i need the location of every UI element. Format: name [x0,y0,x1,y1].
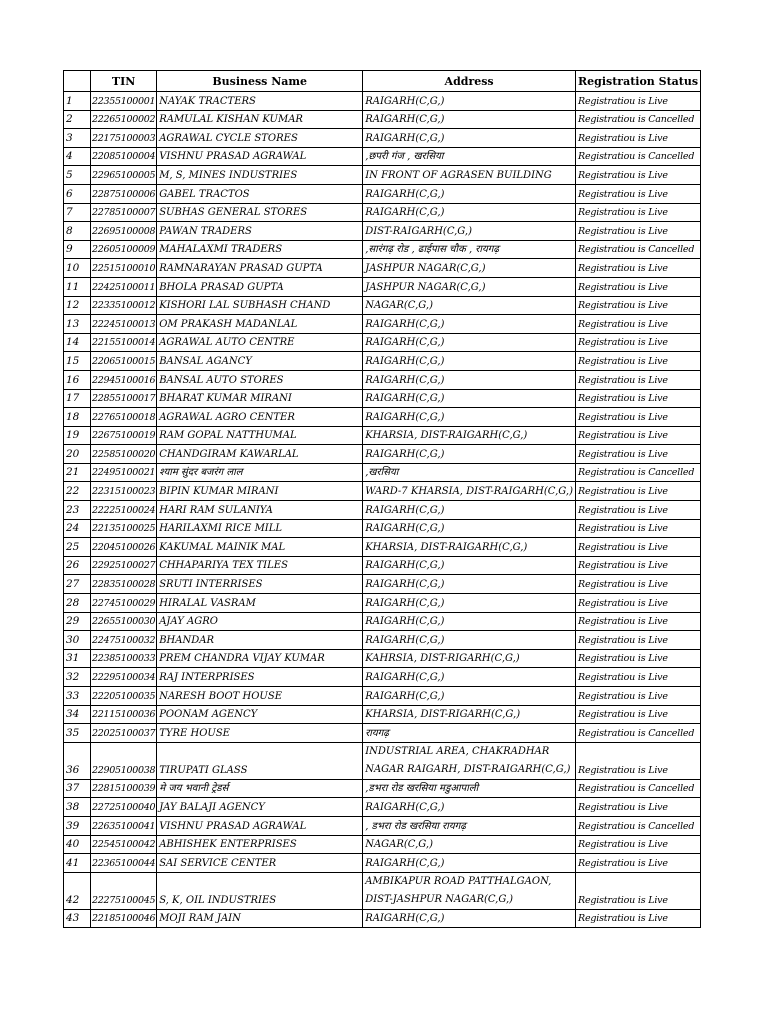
address-cell: RAIGARH(C,G,) [363,352,576,371]
registration-status-cell: Registratiou is Cancelled [576,110,701,129]
tin-cell: 22905100038 [91,742,157,779]
registration-status-cell: Registratiou is Live [576,742,701,779]
serial-number-cell: 21 [64,463,91,482]
tin-cell: 22205100035 [91,687,157,706]
serial-number-cell: 32 [64,668,91,687]
table-row [64,315,701,334]
tin-cell: 22085100004 [91,147,157,166]
table-row [64,129,701,148]
business-name-cell: BHOLA PRASAD GUPTA [157,277,363,296]
header-tin: TIN [91,71,157,92]
table-row [64,687,701,706]
address-cell: रायगढ़ [363,724,576,743]
tin-cell: 22135100025 [91,519,157,538]
address-cell: KHARSIA, DIST-RAIGARH(C,G,) [363,426,576,445]
table-row [64,909,701,928]
business-name-cell: MOJI RAM JAIN [157,909,363,928]
registration-status-cell: Registratiou is Live [576,445,701,464]
serial-number-cell: 11 [64,277,91,296]
table-row [64,575,701,594]
table-row [64,408,701,427]
header-business-name: Business Name [157,71,363,92]
table-row [64,872,701,909]
registration-status-cell: Registratiou is Live [576,333,701,352]
registration-status-cell: Registratiou is Live [576,296,701,315]
table-body [64,92,701,928]
table-row [64,370,701,389]
tin-cell: 22025100037 [91,724,157,743]
registration-status-cell: Registratiou is Cancelled [576,816,701,835]
table-row [64,110,701,129]
header-serial-number [64,71,91,92]
registration-status-cell: Registratiou is Live [576,184,701,203]
serial-number-cell: 30 [64,631,91,650]
serial-number-cell: 8 [64,222,91,241]
address-cell: JASHPUR NAGAR(C,G,) [363,277,576,296]
business-name-cell: NARESH BOOT HOUSE [157,687,363,706]
registration-status-cell: Registratiou is Live [576,687,701,706]
address-cell: RAIGARH(C,G,) [363,389,576,408]
serial-number-cell: 7 [64,203,91,222]
tin-cell: 22585100020 [91,445,157,464]
serial-number-cell: 4 [64,147,91,166]
serial-number-cell: 38 [64,798,91,817]
business-name-cell: BIPIN KUMAR MIRANI [157,482,363,501]
tin-cell: 22495100021 [91,463,157,482]
registration-status-cell: Registratiou is Live [576,129,701,148]
tin-cell: 22065100015 [91,352,157,371]
registration-status-cell: Registratiou is Live [576,315,701,334]
registration-status-cell: Registratiou is Live [576,352,701,371]
table-row [64,259,701,278]
business-name-cell: PREM CHANDRA VIJAY KUMAR [157,649,363,668]
registration-status-cell: Registratiou is Live [576,519,701,538]
table-row [64,779,701,798]
tin-cell: 22855100017 [91,389,157,408]
tin-cell: 22265100002 [91,110,157,129]
table-row [64,538,701,557]
table-row [64,389,701,408]
business-name-cell: OM PRAKASH MADANLAL [157,315,363,334]
table-row [64,277,701,296]
tin-cell: 22275100045 [91,872,157,909]
registration-status-cell: Registratiou is Live [576,594,701,613]
serial-number-cell: 1 [64,92,91,111]
address-cell: DIST-RAIGARH(C,G,) [363,222,576,241]
address-cell: INDUSTRIAL AREA, CHAKRADHAR NAGAR RAIGARH, DIST-RAIGARH(C,G,) [363,742,576,779]
registration-status-cell: Registratiou is Live [576,854,701,873]
registration-status-cell: Registratiou is Live [576,631,701,650]
table-row [64,742,701,779]
serial-number-cell: 9 [64,240,91,259]
table-row [64,445,701,464]
tin-cell: 22765100018 [91,408,157,427]
table-row [64,631,701,650]
registration-status-cell: Registratiou is Live [576,575,701,594]
table-row [64,594,701,613]
serial-number-cell: 2 [64,110,91,129]
address-cell: RAIGARH(C,G,) [363,612,576,631]
table-row [64,724,701,743]
registration-status-cell: Registratiou is Live [576,835,701,854]
serial-number-cell: 18 [64,408,91,427]
address-cell: IN FRONT OF AGRASEN BUILDING [363,166,576,185]
table-row [64,798,701,817]
business-name-cell: S, K, OIL INDUSTRIES [157,872,363,909]
business-name-cell: PAWAN TRADERS [157,222,363,241]
tin-cell: 22945100016 [91,370,157,389]
business-name-cell: VISHNU PRASAD AGRAWAL [157,147,363,166]
serial-number-cell: 17 [64,389,91,408]
business-name-cell: CHANDGIRAM KAWARLAL [157,445,363,464]
serial-number-cell: 34 [64,705,91,724]
business-name-cell: AGRAWAL AUTO CENTRE [157,333,363,352]
table-row [64,482,701,501]
header-registration-status: Registration Status [576,71,701,92]
tin-cell: 22225100024 [91,501,157,520]
address-cell: RAIGARH(C,G,) [363,203,576,222]
serial-number-cell: 13 [64,315,91,334]
business-name-cell: NAYAK TRACTERS [157,92,363,111]
serial-number-cell: 33 [64,687,91,706]
business-name-cell: M, S, MINES INDUSTRIES [157,166,363,185]
business-name-cell: BHANDAR [157,631,363,650]
registration-status-cell: Registratiou is Live [576,501,701,520]
business-name-cell: GABEL TRACTOS [157,184,363,203]
table-row [64,612,701,631]
serial-number-cell: 43 [64,909,91,928]
business-name-cell: RAJ INTERPRISES [157,668,363,687]
registration-status-cell: Registratiou is Live [576,389,701,408]
address-cell: RAIGARH(C,G,) [363,333,576,352]
tin-cell: 22475100032 [91,631,157,650]
tin-cell: 22515100010 [91,259,157,278]
table-row [64,705,701,724]
address-cell: RAIGARH(C,G,) [363,519,576,538]
table-row [64,426,701,445]
address-cell: RAIGARH(C,G,) [363,909,576,928]
tin-cell: 22545100042 [91,835,157,854]
serial-number-cell: 22 [64,482,91,501]
serial-number-cell: 28 [64,594,91,613]
address-cell: RAIGARH(C,G,) [363,92,576,111]
tin-cell: 22245100013 [91,315,157,334]
business-name-cell: VISHNU PRASAD AGRAWAL [157,816,363,835]
registration-status-cell: Registratiou is Live [576,166,701,185]
serial-number-cell: 20 [64,445,91,464]
tin-cell: 22655100030 [91,612,157,631]
business-name-cell: RAM GOPAL NATTHUMAL [157,426,363,445]
address-cell: KHARSIA, DIST-RAIGARH(C,G,) [363,538,576,557]
tin-cell: 22155100014 [91,333,157,352]
tin-cell: 22115100036 [91,705,157,724]
registration-status-cell: Registratiou is Live [576,92,701,111]
business-name-cell: JAY BALAJI AGENCY [157,798,363,817]
serial-number-cell: 23 [64,501,91,520]
serial-number-cell: 29 [64,612,91,631]
table-row [64,816,701,835]
address-cell: RAIGARH(C,G,) [363,370,576,389]
business-name-cell: AGRAWAL CYCLE STORES [157,129,363,148]
tin-cell: 22965100005 [91,166,157,185]
business-name-cell: मे जय भवानी ट्रेडर्स [157,779,363,798]
serial-number-cell: 16 [64,370,91,389]
address-cell: RAIGARH(C,G,) [363,798,576,817]
tin-cell: 22605100009 [91,240,157,259]
business-name-cell: HARI RAM SULANIYA [157,501,363,520]
serial-number-cell: 19 [64,426,91,445]
address-cell: ,डभरा रोड खरसिया मडुआपाली [363,779,576,798]
header-address: Address [363,71,576,92]
serial-number-cell: 42 [64,872,91,909]
address-cell: KHARSIA, DIST-RIGARH(C,G,) [363,705,576,724]
serial-number-cell: 24 [64,519,91,538]
table-row [64,854,701,873]
tin-cell: 22635100041 [91,816,157,835]
address-cell: RAIGARH(C,G,) [363,184,576,203]
tin-cell: 22725100040 [91,798,157,817]
tin-cell: 22695100008 [91,222,157,241]
registration-status-cell: Registratiou is Live [576,872,701,909]
table-row [64,333,701,352]
tin-cell: 22925100027 [91,556,157,575]
serial-number-cell: 25 [64,538,91,557]
address-cell: WARD-7 KHARSIA, DIST-RAIGARH(C,G,) [363,482,576,501]
address-cell: KAHRSIA, DIST-RIGARH(C,G,) [363,649,576,668]
registration-status-cell: Registratiou is Live [576,482,701,501]
tin-cell: 22835100028 [91,575,157,594]
table-row [64,649,701,668]
address-cell: AMBIKAPUR ROAD PATTHALGAON, DIST-JASHPUR NAGAR(C,G,) [363,872,576,909]
registration-status-cell: Registratiou is Live [576,798,701,817]
table-row [64,501,701,520]
business-name-cell: BANSAL AGANCY [157,352,363,371]
business-name-cell: POONAM AGENCY [157,705,363,724]
business-name-cell: AGRAWAL AGRO CENTER [157,408,363,427]
business-name-cell: RAMNARAYAN PRASAD GUPTA [157,259,363,278]
tin-cell: 22295100034 [91,668,157,687]
serial-number-cell: 40 [64,835,91,854]
tin-cell: 22355100001 [91,92,157,111]
address-cell: ,सारंगढ़ रोड , ढाईपास चौक , रायगढ़ [363,240,576,259]
registration-status-cell: Registratiou is Live [576,426,701,445]
table-row [64,203,701,222]
tin-cell: 22815100039 [91,779,157,798]
header-row [64,71,701,92]
registration-status-cell: Registratiou is Live [576,649,701,668]
business-name-cell: MAHALAXMI TRADERS [157,240,363,259]
business-name-cell: AJAY AGRO [157,612,363,631]
registration-status-cell: Registratiou is Live [576,222,701,241]
table-row [64,184,701,203]
address-cell: RAIGARH(C,G,) [363,408,576,427]
serial-number-cell: 39 [64,816,91,835]
serial-number-cell: 15 [64,352,91,371]
tin-cell: 22785100007 [91,203,157,222]
tin-cell: 22185100046 [91,909,157,928]
business-name-cell: BANSAL AUTO STORES [157,370,363,389]
address-cell: RAIGARH(C,G,) [363,575,576,594]
address-cell: RAIGARH(C,G,) [363,110,576,129]
tin-cell: 22745100029 [91,594,157,613]
address-cell: JASHPUR NAGAR(C,G,) [363,259,576,278]
address-cell: , डभरा रोड खरसिया रायगढ़ [363,816,576,835]
registration-table [63,70,701,928]
table-row [64,668,701,687]
table-row [64,296,701,315]
business-name-cell: TIRUPATI GLASS [157,742,363,779]
table-row [64,556,701,575]
serial-number-cell: 5 [64,166,91,185]
address-cell: RAIGARH(C,G,) [363,556,576,575]
tin-cell: 22315100023 [91,482,157,501]
business-name-cell: KISHORI LAL SUBHASH CHAND [157,296,363,315]
registration-status-cell: Registratiou is Live [576,556,701,575]
address-cell: RAIGARH(C,G,) [363,445,576,464]
registration-status-cell: Registratiou is Live [576,203,701,222]
registration-status-cell: Registratiou is Live [576,408,701,427]
registration-status-cell: Registratiou is Live [576,612,701,631]
address-cell: RAIGARH(C,G,) [363,501,576,520]
registration-status-cell: Registratiou is Cancelled [576,240,701,259]
business-name-cell: श्याम सुंदर बजरंग लाल [157,463,363,482]
business-name-cell: SRUTI INTERRISES [157,575,363,594]
address-cell: RAIGARH(C,G,) [363,668,576,687]
serial-number-cell: 3 [64,129,91,148]
registration-status-cell: Registratiou is Live [576,370,701,389]
serial-number-cell: 14 [64,333,91,352]
table-row [64,835,701,854]
serial-number-cell: 37 [64,779,91,798]
registration-status-cell: Registratiou is Live [576,668,701,687]
registration-status-cell: Registratiou is Live [576,538,701,557]
business-name-cell: HARILAXMI RICE MILL [157,519,363,538]
address-cell: RAIGARH(C,G,) [363,687,576,706]
serial-number-cell: 12 [64,296,91,315]
table-row [64,92,701,111]
tin-cell: 22875100006 [91,184,157,203]
business-name-cell: CHHAPARIYA TEX TILES [157,556,363,575]
table-row [64,240,701,259]
address-cell: ,खरसिया [363,463,576,482]
tin-cell: 22675100019 [91,426,157,445]
table-row [64,519,701,538]
address-cell: ,छपरी गंज , खरसिया [363,147,576,166]
serial-number-cell: 26 [64,556,91,575]
serial-number-cell: 10 [64,259,91,278]
registration-status-cell: Registratiou is Cancelled [576,147,701,166]
serial-number-cell: 6 [64,184,91,203]
tin-cell: 22335100012 [91,296,157,315]
registration-status-cell: Registratiou is Live [576,909,701,928]
table-row [64,352,701,371]
address-cell: RAIGARH(C,G,) [363,631,576,650]
table-row [64,463,701,482]
table-row [64,147,701,166]
registration-status-cell: Registratiou is Live [576,259,701,278]
serial-number-cell: 36 [64,742,91,779]
address-cell: NAGAR(C,G,) [363,835,576,854]
business-name-cell: RAMULAL KISHAN KUMAR [157,110,363,129]
tin-cell: 22365100044 [91,854,157,873]
registration-status-cell: Registratiou is Cancelled [576,463,701,482]
business-name-cell: HIRALAL VASRAM [157,594,363,613]
address-cell: NAGAR(C,G,) [363,296,576,315]
tin-cell: 22175100003 [91,129,157,148]
business-name-cell: KAKUMAL MAINIK MAL [157,538,363,557]
serial-number-cell: 35 [64,724,91,743]
serial-number-cell: 27 [64,575,91,594]
registration-status-cell: Registratiou is Live [576,705,701,724]
registration-status-cell: Registratiou is Live [576,277,701,296]
business-name-cell: BHARAT KUMAR MIRANI [157,389,363,408]
business-name-cell: TYRE HOUSE [157,724,363,743]
address-cell: RAIGARH(C,G,) [363,315,576,334]
address-cell: RAIGARH(C,G,) [363,854,576,873]
business-name-cell: SAI SERVICE CENTER [157,854,363,873]
registration-status-cell: Registratiou is Cancelled [576,724,701,743]
address-cell: RAIGARH(C,G,) [363,129,576,148]
registration-status-cell: Registratiou is Cancelled [576,779,701,798]
address-cell: RAIGARH(C,G,) [363,594,576,613]
table-row [64,166,701,185]
table-row [64,222,701,241]
business-name-cell: SUBHAS GENERAL STORES [157,203,363,222]
business-name-cell: ABHISHEK ENTERPRISES [157,835,363,854]
serial-number-cell: 41 [64,854,91,873]
tin-cell: 22385100033 [91,649,157,668]
tin-cell: 22425100011 [91,277,157,296]
tin-cell: 22045100026 [91,538,157,557]
serial-number-cell: 31 [64,649,91,668]
